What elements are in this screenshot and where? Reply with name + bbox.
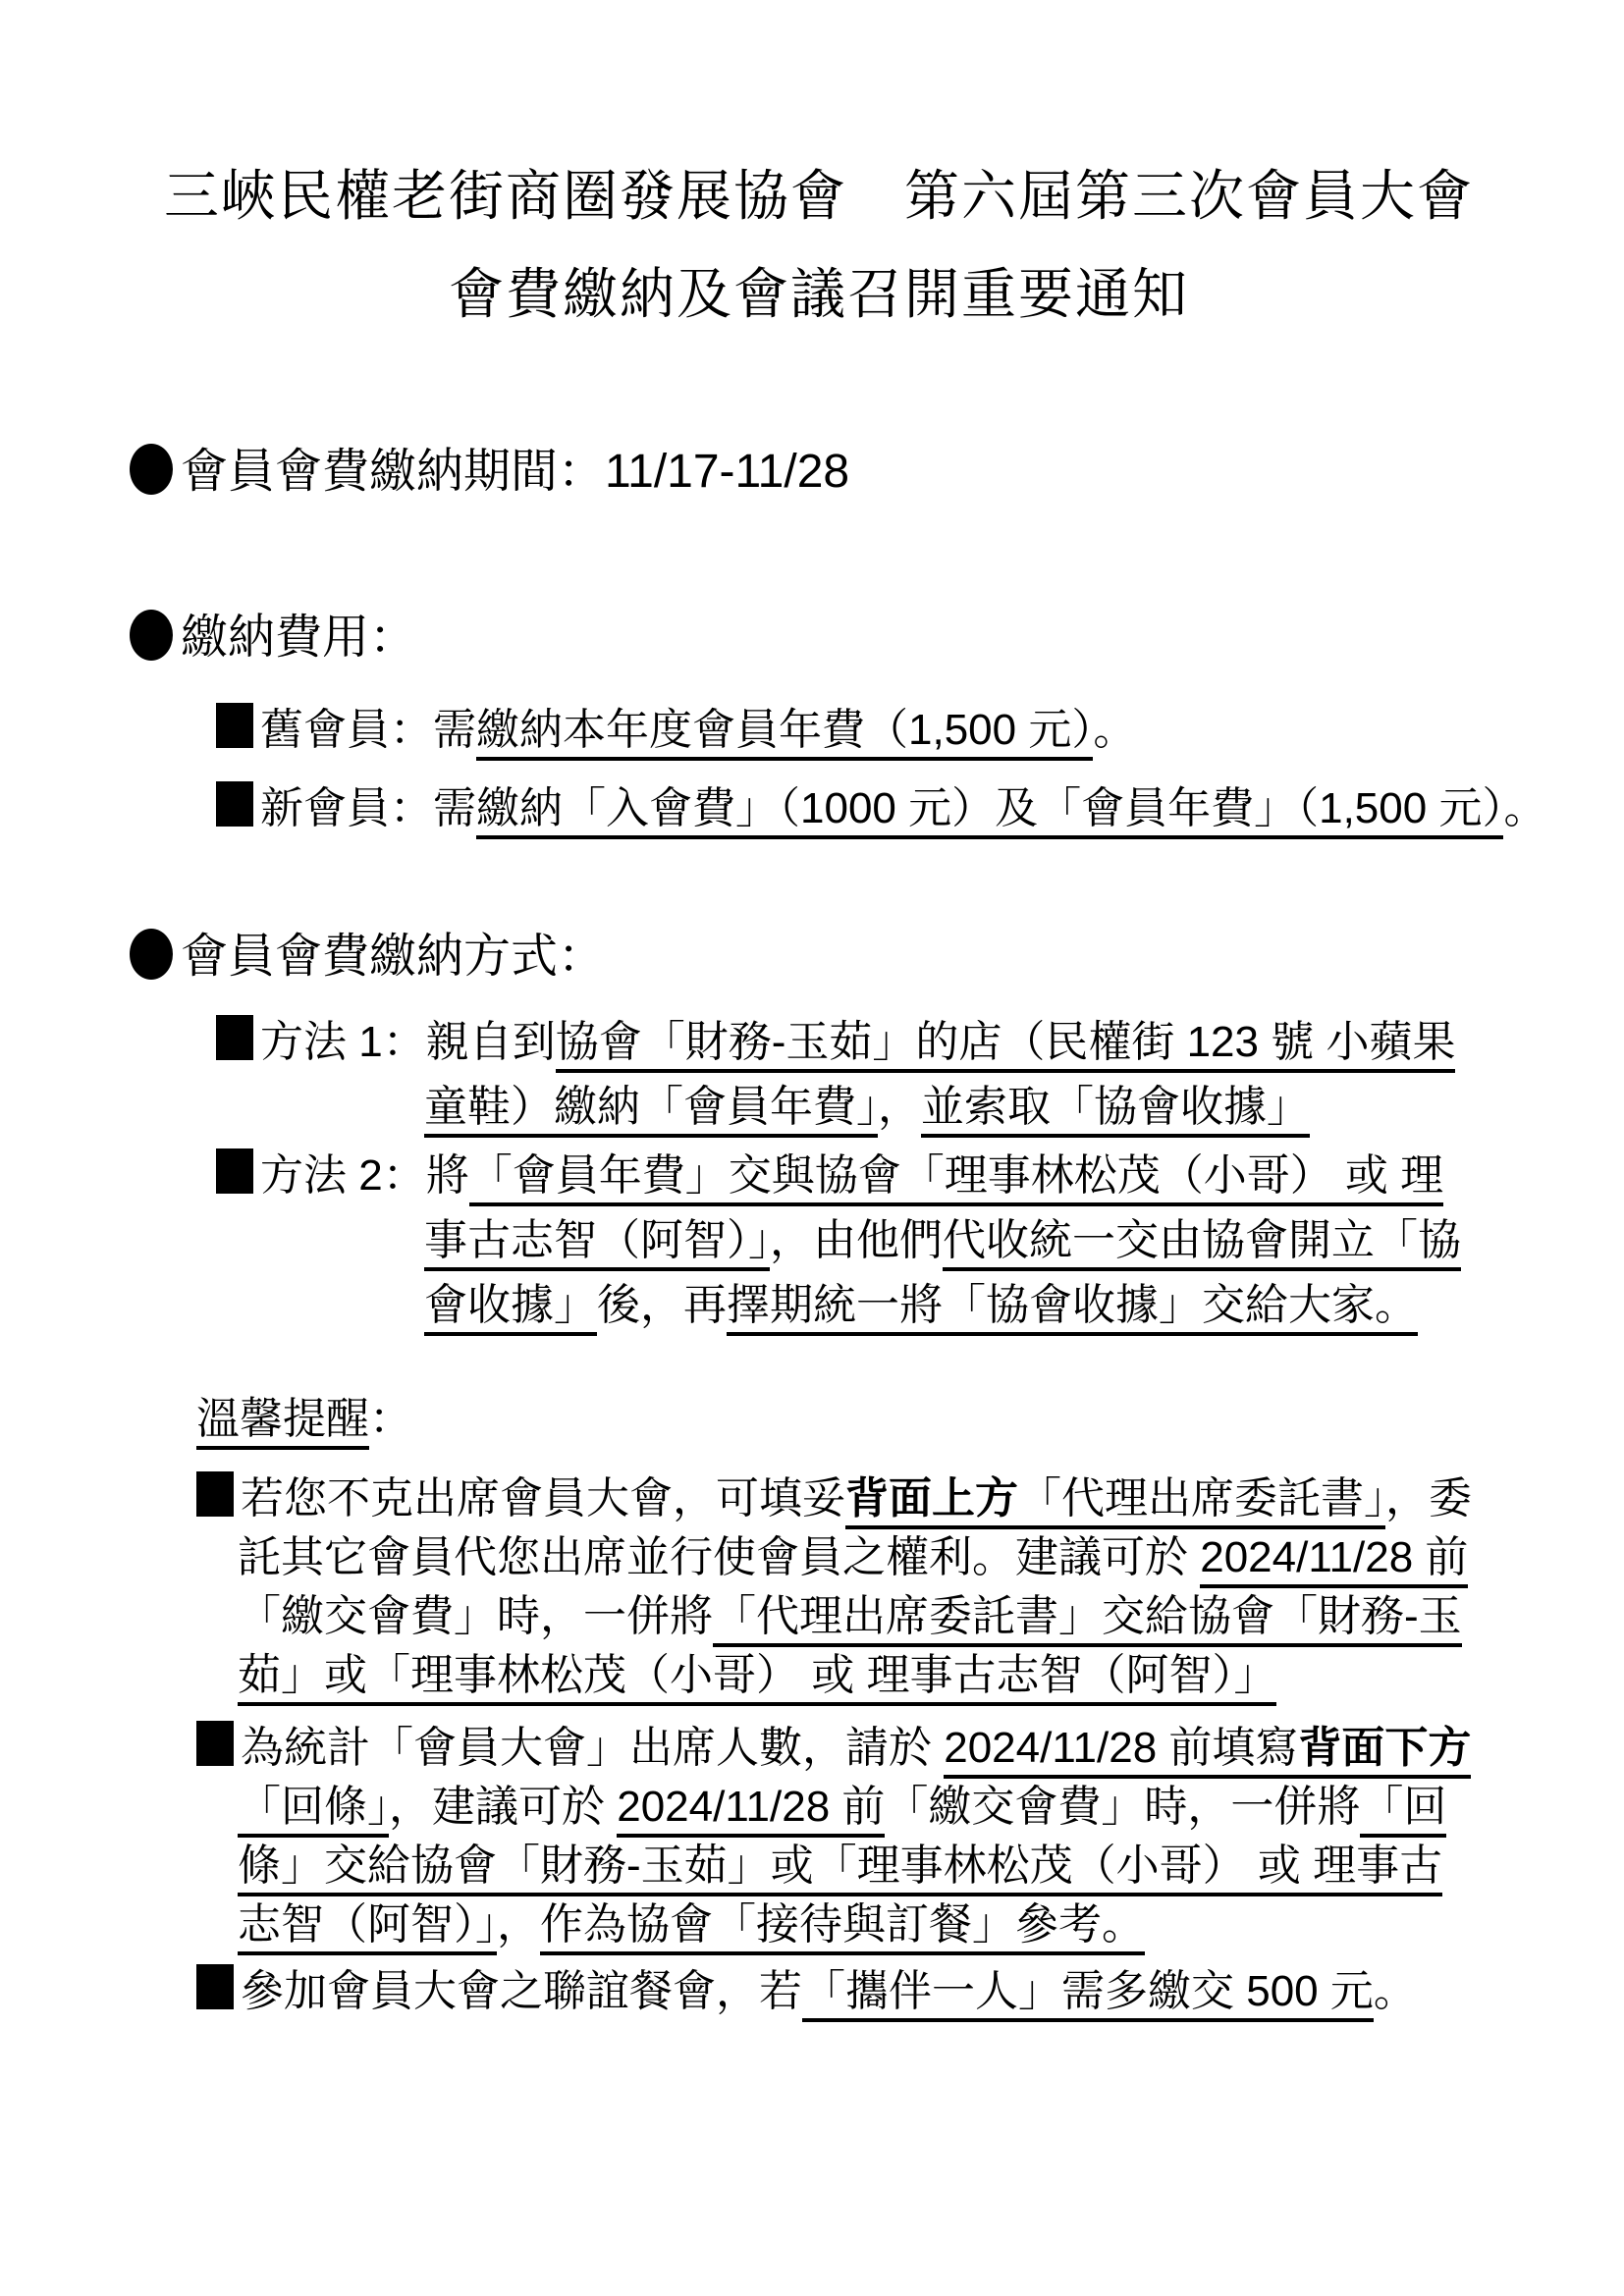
payment-period-heading: [130, 444, 1508, 500]
bullet-dot-icon: [130, 444, 173, 495]
bullet-square-icon: [196, 1721, 234, 1766]
bullet-square-icon: [196, 1964, 234, 2009]
text-line: [216, 1144, 1595, 1208]
underlined-text: 代收統一交由協會開立「協: [943, 1216, 1461, 1271]
bullet-square-icon: [196, 1471, 234, 1517]
underlined-text: 童鞋）繳納「會員年費」: [424, 1083, 878, 1138]
text-segment: ：: [369, 1395, 412, 1443]
text-segment: 方法 2：將: [260, 1151, 469, 1200]
underlined-text: 志智（阿智）」: [238, 1900, 497, 1955]
underlined-text: 事古志智（阿智）」: [424, 1216, 770, 1271]
text-segment: 新會員：需: [260, 784, 476, 832]
text-segment: 會員會費繳納期間：11/17-11/28: [181, 446, 850, 498]
underlined-text: 並索取「協會收據」: [921, 1083, 1310, 1138]
text-segment: ，建議可於: [389, 1783, 618, 1831]
underlined-text: 協會「財務-玉茹」的店（民權街 123 號 小蘋果: [556, 1018, 1456, 1073]
text-segment: 為統計「會員大會」出席人數，請於: [241, 1724, 945, 1772]
underlined-text: 「會員年費」交與協會「理事林松茂（小哥） 或 理: [469, 1151, 1443, 1206]
text-line: [196, 1778, 1575, 1837]
bullet-dot-icon: [130, 610, 173, 661]
text-segment: ，由他們: [770, 1216, 943, 1264]
title-line-2: 會費繳納及會議召開重要通知: [449, 263, 1189, 325]
text-segment: ，: [497, 1900, 540, 1949]
text-line: [216, 1010, 1595, 1075]
underlined-text: 「回: [1360, 1783, 1446, 1838]
text-line: [196, 1393, 1575, 1446]
underlined-text: 2024/11/28 前填寫: [944, 1724, 1298, 1779]
text-segment: 。: [1503, 784, 1547, 832]
bullet-dot-icon: [130, 929, 173, 980]
text-segment: 參加會員大會之聯誼餐會，若: [241, 1967, 802, 2015]
bold-underlined-text: 背面下方: [1298, 1724, 1471, 1779]
text-line: [196, 1719, 1575, 1778]
reminder-companion-item: [196, 1962, 1575, 2021]
text-segment: 方法 1：親自到: [260, 1018, 556, 1066]
text-line: [216, 1208, 1595, 1273]
old-member-item: [216, 703, 1595, 756]
bullet-square-icon: [216, 1148, 253, 1194]
text-line: [196, 1837, 1575, 1896]
text-segment: 「繳交會費」時，一併將: [885, 1783, 1361, 1831]
bullet-square-icon: [216, 703, 253, 748]
underlined-text: 繳納本年度會員年費（1,500 元）: [476, 706, 1093, 761]
text-segment: 。: [1373, 1967, 1417, 2015]
text-segment: 後，再: [597, 1281, 727, 1329]
warm-reminder-label: [196, 1393, 1575, 1446]
text-line: [130, 929, 1508, 985]
payment-fee-heading: [130, 610, 1508, 666]
text-line: [130, 610, 1508, 666]
text-line: [216, 703, 1595, 756]
text-segment: 若您不克出席會員大會，可填妥: [241, 1474, 845, 1522]
reminder-reply-item: [196, 1719, 1575, 1954]
text-line: [196, 1587, 1575, 1646]
underlined-text: 茹」或「理事林松茂（小哥） 或 理事古志智（阿智）」: [238, 1651, 1276, 1706]
document-blocks: [130, 444, 1547, 2021]
text-line: [196, 1528, 1575, 1587]
text-segment: 繳納費用：: [181, 612, 417, 664]
payment-method-heading: [130, 929, 1508, 985]
underlined-text: 溫馨提醒: [196, 1395, 369, 1450]
text-line: [196, 1469, 1575, 1528]
reminder-proxy-item: [196, 1469, 1575, 1705]
text-segment: ，委: [1385, 1474, 1472, 1522]
bullet-square-icon: [216, 781, 253, 827]
underlined-text: 會收據」: [424, 1281, 597, 1336]
text-line: [196, 1646, 1575, 1705]
underlined-text: 2024/11/28 前: [617, 1783, 885, 1838]
text-segment: 。: [1093, 706, 1137, 754]
text-segment: 會員會費繳納方式：: [181, 931, 606, 983]
title-line-1: 三峽民權老街商圈發展協會 第六屆第三次會員大會: [164, 165, 1474, 227]
text-line: [130, 444, 1508, 500]
underlined-text: 擇期統一將「協會收據」交給大家。: [727, 1281, 1418, 1336]
underlined-text: 「攜伴一人」需多繳交 500 元: [802, 1967, 1374, 2022]
document-title: [130, 147, 1508, 344]
new-member-item: [216, 781, 1595, 834]
bold-underlined-text: 背面上方: [845, 1474, 1018, 1529]
text-line: [196, 1896, 1575, 1954]
underlined-text: 「代理出席委託書」交給協會「財務-玉: [713, 1592, 1462, 1647]
underlined-text: 條」交給協會「財務-玉茹」或「理事林松茂（小哥） 或 理事古: [238, 1842, 1442, 1896]
text-segment: 「繳交會費」時，一併將: [238, 1592, 713, 1640]
underlined-text: 2024/11/28 前: [1200, 1533, 1468, 1588]
bullet-square-icon: [216, 1015, 253, 1060]
text-segment: 託其它會員代您出席並行使會員之權利。建議可於: [238, 1533, 1201, 1581]
method-2-item: [216, 1144, 1595, 1338]
underlined-text: 「代理出席委託書」: [1018, 1474, 1385, 1529]
text-segment: 舊會員：需: [260, 706, 476, 754]
text-line: [196, 1962, 1575, 2021]
text-line: [216, 1075, 1595, 1140]
underlined-text: 「回條」: [238, 1783, 389, 1838]
underlined-text: 繳納「入會費」（1000 元）及「會員年費」（1,500 元）: [476, 784, 1503, 839]
method-1-item: [216, 1010, 1595, 1140]
text-line: [216, 1273, 1595, 1338]
text-segment: ，: [878, 1083, 921, 1131]
underlined-text: 作為協會「接待與訂餐」參考。: [540, 1900, 1145, 1955]
text-line: [216, 781, 1595, 834]
